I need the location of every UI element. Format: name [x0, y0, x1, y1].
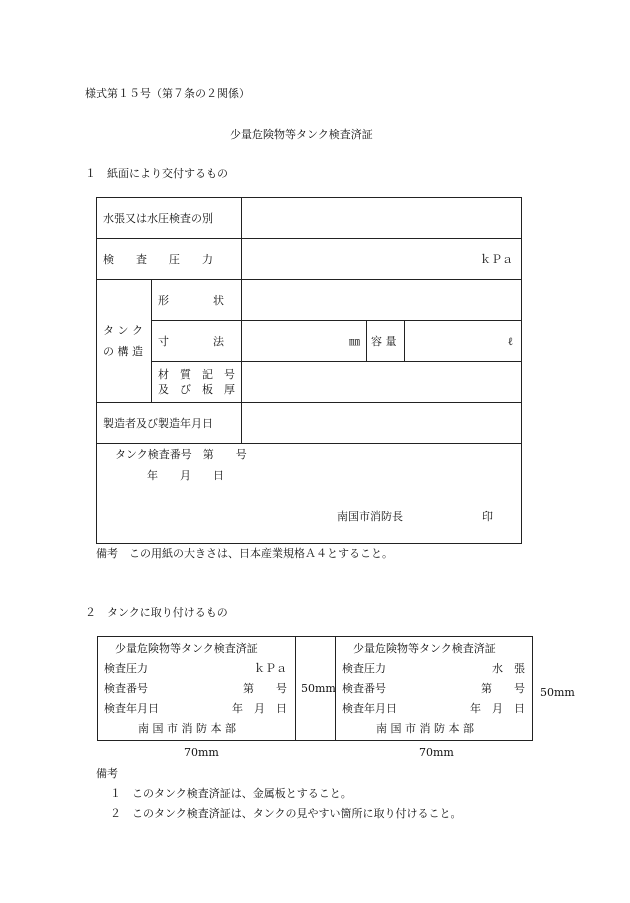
test-pressure-label: 検 査 圧 力 [97, 239, 242, 280]
tank-structure-label-line2: の 構 造 [103, 345, 143, 358]
plate-issuer: 南 国 市 消 防 本 部 [138, 722, 236, 735]
plate-date-label: 検査年月日 [104, 702, 159, 715]
plate-date-value: 年 月 日 [232, 702, 287, 715]
section2-note-item: ２ このタンク検査済証は、タンクの見やすい箇所に取り付けること。 [110, 807, 462, 820]
plate-pressure-value: ｋＰａ [254, 662, 287, 675]
manufacturer-label: 製造者及び製造年月日 [97, 403, 242, 444]
test-type-label: 水張又は水圧検査の別 [97, 198, 242, 239]
plate-pressure-label: 検査圧力 [342, 662, 386, 675]
inspection-certificate-table [96, 197, 522, 544]
inspection-number: タンク検査番号 第 号 [115, 448, 247, 461]
capacity-label: 容 量 [367, 321, 405, 362]
plate-date-value: 年 月 日 [470, 702, 525, 715]
issuance-block [97, 444, 522, 544]
plate-issuer: 南 国 市 消 防 本 部 [376, 722, 474, 735]
dimension-label: 寸 法 [152, 321, 242, 362]
plate-number-value: 第 号 [481, 682, 525, 695]
width-dimension-right: 70mm [419, 746, 454, 759]
plate-pressure-label: 検査圧力 [104, 662, 148, 675]
plate-number-value: 第 号 [243, 682, 287, 695]
issuer-name: 南国市消防長 [337, 510, 403, 523]
material-value [242, 362, 522, 403]
form-number: 様式第１５号（第７条の２関係） [85, 87, 250, 100]
section2-heading: ２ タンクに取り付けるもの [85, 606, 228, 619]
test-type-value [242, 198, 522, 239]
issue-date: 年 月 日 [147, 469, 224, 482]
document-title: 少量危険物等タンク検査済証 [230, 128, 373, 141]
material-label-line1: 材 質 記 号 [158, 368, 235, 381]
section2-note-item: １ このタンク検査済証は、金属板とすること。 [110, 787, 352, 800]
height-dimension-label: 50mm [540, 686, 575, 699]
tank-structure-label [97, 280, 152, 403]
material-label-line2: 及 び 板 厚 [158, 383, 235, 396]
section2-notes-heading: 備考 [96, 767, 118, 780]
shape-value [242, 280, 522, 321]
plate-pressure-value: 水 張 [492, 662, 525, 675]
plate-title: 少量危険物等タンク検査済証 [115, 642, 258, 655]
dimension-unit: ㎜ [242, 321, 367, 362]
tank-plates-diagram [97, 636, 533, 741]
gap-dimension-label: 50mm [301, 682, 336, 695]
section1-heading: １ 紙面により交付するもの [85, 167, 228, 180]
manufacturer-value [242, 403, 522, 444]
plate-date-label: 検査年月日 [342, 702, 397, 715]
shape-label: 形 状 [152, 280, 242, 321]
capacity-unit: ℓ [405, 321, 522, 362]
seal-mark: 印 [482, 510, 493, 523]
plate-right [335, 637, 533, 740]
plate-number-label: 検査番号 [342, 682, 386, 695]
plate-title: 少量危険物等タンク検査済証 [353, 642, 496, 655]
plate-number-label: 検査番号 [104, 682, 148, 695]
test-pressure-unit: ｋＰａ [242, 239, 522, 280]
width-dimension-left: 70mm [184, 746, 219, 759]
material-label [152, 362, 242, 403]
plate-left [98, 637, 296, 740]
tank-structure-label-line1: タ ン ク [103, 324, 143, 337]
section1-note: 備考 この用紙の大きさは、日本産業規格Ａ４とすること。 [96, 547, 393, 560]
